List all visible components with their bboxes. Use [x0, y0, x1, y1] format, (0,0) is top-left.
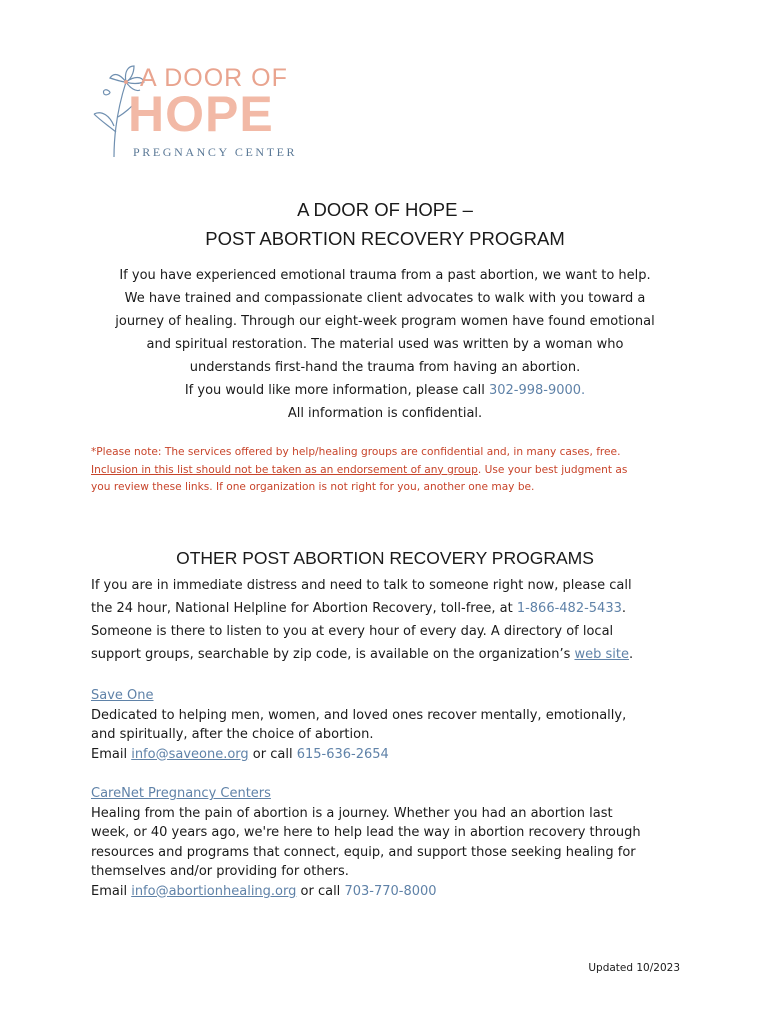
program-title-link[interactable]: CareNet Pregnancy Centers — [91, 786, 271, 801]
logo-hope: HOPE — [128, 86, 274, 142]
intro-line: If you have experienced emotional trauma from a past abortion, we want to help. — [119, 268, 651, 283]
intro-line: We have trained and compassionate client advocates to walk with you toward a — [124, 291, 646, 306]
phone-link[interactable]: 703-770-8000 — [344, 883, 437, 899]
program-entry-carenet: CareNet Pregnancy Centers Healing from the pain of abortion is a journey. Whether you had an abortion last week, or 40 years ago, we're here to help lead the way in abortion recovery through resources and programs that connect, equip, and support those seeking healing for themselves and/or providing for others. Email info@abortionhealing.org or call 703-770-8000 — [91, 784, 701, 901]
intro-line: and spiritual restoration. The material used was written by a woman who — [146, 337, 624, 352]
intro-line: journey of healing. Through our eight-week program women have found emotional — [115, 314, 655, 329]
intro-line: If you would like more information, please call 302-998-9000. — [184, 383, 586, 398]
email-link[interactable]: info@abortionhealing.org — [131, 883, 297, 899]
email-link[interactable]: info@saveone.org — [131, 746, 249, 762]
phone-link[interactable]: 302-998-9000. — [488, 383, 586, 398]
helpline-phone-link[interactable]: 1-866-482-5433 — [516, 601, 622, 616]
page-title-line-2: POST ABORTION RECOVERY PROGRAM — [205, 228, 565, 249]
note-line: *Please note: The services offered by help/healing groups are confidential and, in many cases, free. — [91, 446, 621, 458]
note-line: Inclusion in this list should not be taken as an endorsement of any group. Use your best judgment as — [91, 463, 628, 476]
note-line: you review these links. If one organization is not right for you, another one may be. — [91, 481, 535, 493]
website-link[interactable]: web site — [574, 647, 629, 662]
program-title-link[interactable]: Save One — [91, 688, 154, 703]
intro-line: understands first-hand the trauma from having an abortion. — [189, 360, 581, 375]
intro-paragraph — [85, 264, 685, 425]
program-entry-saveone: Save One Dedicated to helping men, women, and loved ones recover mentally, emotionally, and spiritually, after the choice of abortion. Email info@saveone.org or call 615-636-2654 — [91, 686, 701, 764]
logo-subtitle: PREGNANCY CENTER — [133, 145, 298, 159]
logo — [92, 62, 302, 162]
helpline-paragraph: If you are in immediate distress and need to talk to someone right now, please call the 24 hour, National Helpline for Abortion Recovery, toll-free, at 1-866-482-5433. Someone is there to listen to you at every hour of every day. A directory of local support groups, searchable by zip code, is available on the organization’s web site. — [91, 578, 634, 662]
intro-line: All information is confidential. — [287, 406, 483, 421]
section-heading: OTHER POST ABORTION RECOVERY PROGRAMS — [176, 548, 594, 568]
updated-date: Updated 10/2023 — [588, 962, 680, 974]
page-title-line-1: A DOOR OF HOPE – — [297, 199, 473, 220]
logo-line-1: A DOOR OF — [140, 64, 288, 92]
disclaimer-note — [91, 444, 691, 497]
phone-link[interactable]: 615-636-2654 — [296, 746, 389, 762]
